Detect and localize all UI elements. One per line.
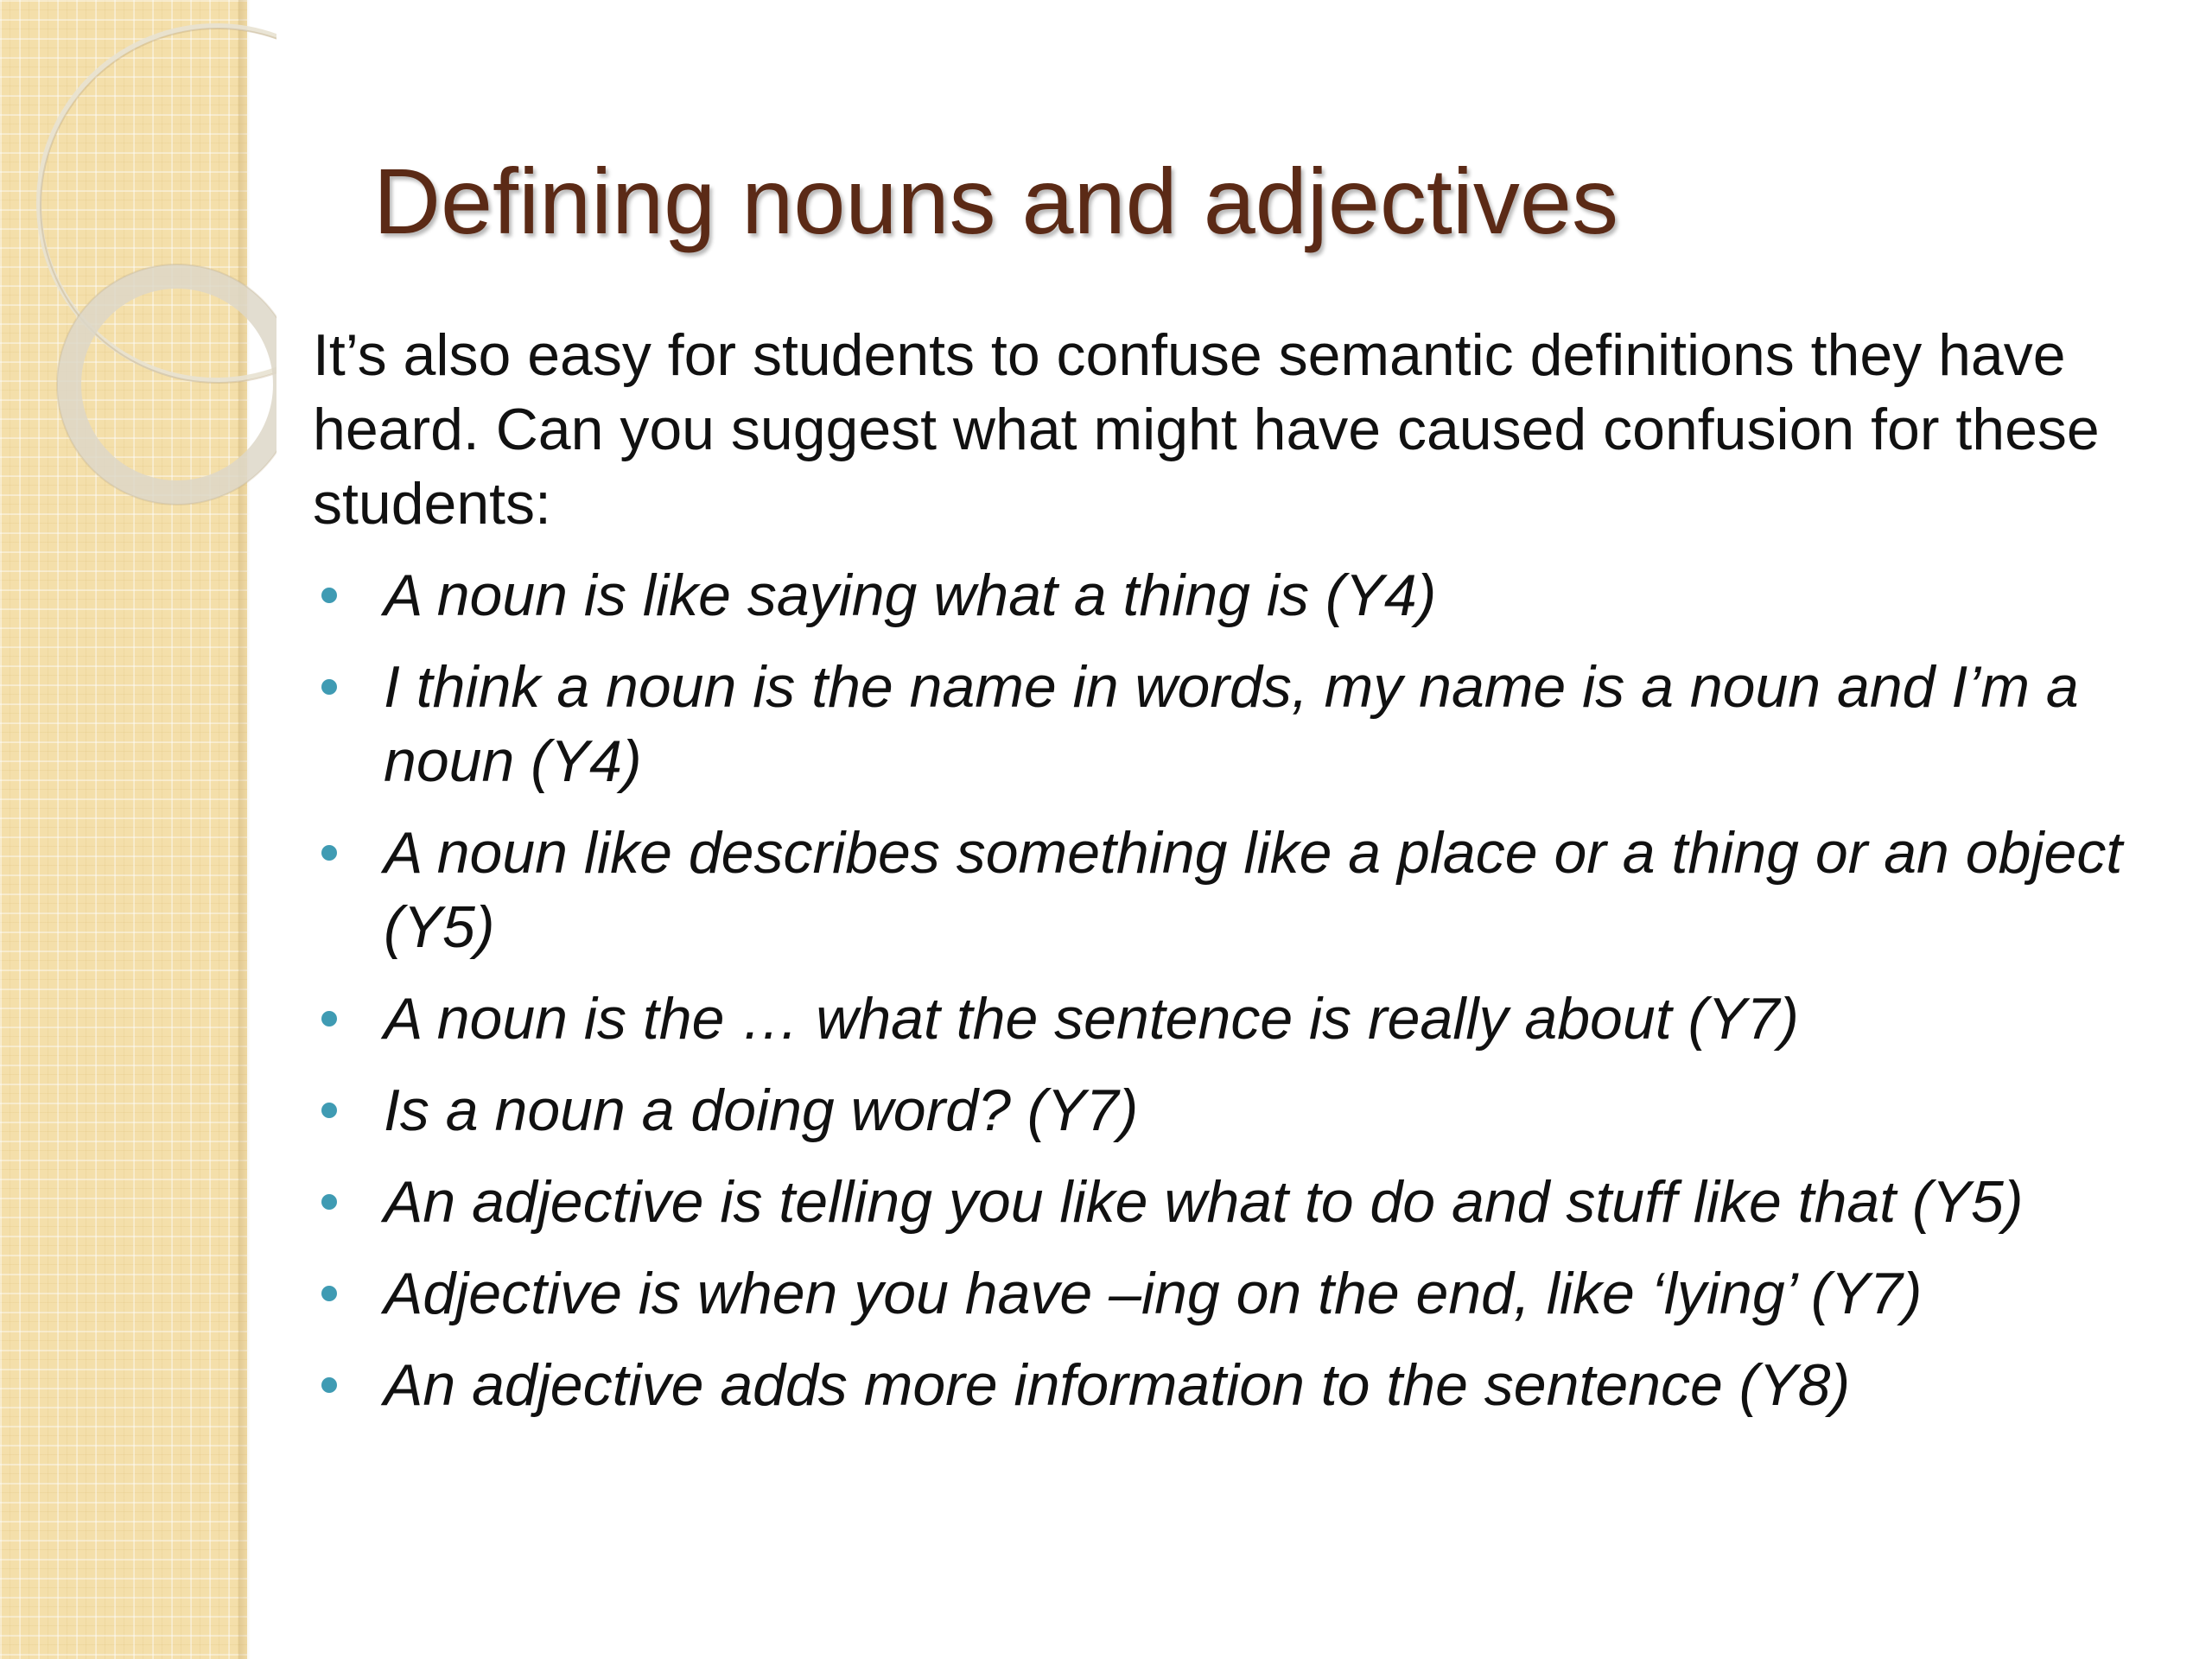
quote-text: I think a noun is the name in words, my name is a noun and I’m a noun (Y4) [384, 654, 2079, 794]
bullet-dot-icon [321, 845, 337, 861]
bullet-dot-icon [321, 1194, 337, 1210]
quote-item [313, 1073, 2171, 1147]
quote-text: Is a noun a doing word? (Y7) [384, 1077, 1139, 1143]
quote-item [313, 816, 2171, 964]
bullet-dot-icon [321, 1103, 337, 1118]
bullet-dot-icon [321, 1286, 337, 1301]
quote-text: An adjective is telling you like what to do and stuff like that (Y5) [384, 1169, 2024, 1235]
quote-item [313, 1348, 2171, 1422]
quote-item [313, 650, 2171, 798]
quote-text: An adjective adds more information to the sentence (Y8) [384, 1352, 1851, 1418]
quote-item [313, 558, 2171, 632]
quote-item [313, 1165, 2171, 1239]
quote-item [313, 1256, 2171, 1331]
small-ring [69, 276, 276, 493]
quote-text: A noun is like saying what a thing is (Y4) [384, 563, 1437, 628]
quote-text: A noun like describes something like a place or a thing or an object (Y5) [384, 820, 2123, 960]
bullet-dot-icon [321, 1377, 337, 1393]
bullet-dot-icon [321, 588, 337, 603]
decorative-rings [0, 0, 276, 553]
quote-text: Adjective is when you have –ing on the end, like ‘lying’ (Y7) [384, 1261, 1923, 1326]
slide-body [313, 318, 2171, 1440]
bullet-dot-icon [321, 1011, 337, 1027]
quote-item [313, 982, 2171, 1056]
student-quotes-list [313, 558, 2171, 1422]
intro-text: It’s also easy for students to confuse semantic definitions they have heard. Can you suggest what might have caused confusion for these students: [313, 322, 2100, 537]
slide-title: Defining nouns and adjectives [373, 149, 1618, 253]
quote-text: A noun is the … what the sentence is really about (Y7) [384, 986, 1799, 1052]
bullet-dot-icon [321, 679, 337, 695]
